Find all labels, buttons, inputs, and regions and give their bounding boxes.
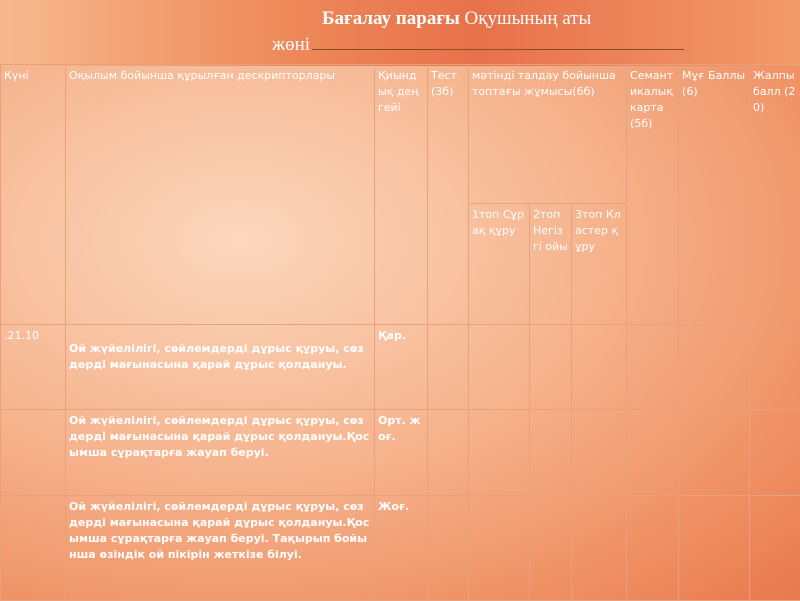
empty-cell[interactable] — [572, 496, 627, 601]
empty-cell[interactable] — [428, 410, 469, 496]
empty-cell[interactable] — [530, 410, 572, 496]
title-bold: Бағалау парағы — [322, 8, 460, 29]
empty-cell[interactable] — [750, 325, 800, 410]
empty-cell[interactable] — [750, 410, 800, 496]
empty-cell[interactable] — [679, 496, 750, 601]
empty-cell[interactable] — [679, 325, 750, 410]
header-teacher-score: Мұғ Баллы (6) — [679, 65, 750, 325]
header-difficulty: Қиындық деңгейі — [375, 65, 428, 325]
empty-cell[interactable] — [428, 325, 469, 410]
empty-cell[interactable] — [750, 496, 800, 601]
empty-cell[interactable] — [469, 325, 530, 410]
row-level: Орт. жоғ. — [375, 410, 428, 496]
title-line2: жөні — [272, 34, 310, 55]
row-descriptor: Ой жүйелілігі, сөйлемдерді дұрыс құруы, сөздерді мағынасына қарай дұрыс қолдануы.Қосымша сұрақтарға жауап беруі. Тақырып бойынша өзіндік ой пікірін жеткізе білуі. — [66, 496, 375, 601]
title-normal: Оқушының аты — [460, 8, 591, 29]
empty-cell[interactable] — [428, 496, 469, 601]
row-date — [1, 496, 66, 601]
header-total: Жалпы балл (20) — [750, 65, 800, 325]
row-level: Қар. — [375, 325, 428, 410]
empty-cell[interactable] — [627, 410, 679, 496]
empty-cell[interactable] — [530, 325, 572, 410]
assessment-table — [0, 64, 800, 601]
row-level: Жоғ. — [375, 496, 428, 601]
header-group-work: мәтінді талдау бойынша топтағы жұмысы(6б) — [469, 65, 627, 204]
header-semantic-map: Семантикалық карта (5б) — [627, 65, 679, 325]
header-descriptors: Оқылым бойынша құрылған дескрипторлары — [66, 65, 375, 325]
table-row — [1, 325, 800, 410]
header-row — [1, 65, 800, 204]
row-date: .21.10 — [1, 325, 66, 410]
header-test: Тест (3б) — [428, 65, 469, 325]
empty-cell[interactable] — [530, 496, 572, 601]
empty-cell[interactable] — [572, 325, 627, 410]
header-group2: 2топ Негізгі ойы — [530, 204, 572, 325]
row-descriptor: Ой жүйелілігі, сөйлемдерді дұрыс құруы, сөздерді мағынасына қарай дұрыс қолдануы.Қосымша сұрақтарға жауап беруі. — [66, 410, 375, 496]
table-row — [1, 410, 800, 496]
row-descriptor: Ой жүйелілігі, сөйлемдерді дұрыс құруы, сөздерді мағынасына қарай дұрыс қолдануы. — [66, 325, 375, 410]
header-group1: 1топ Сұрақ құру — [469, 204, 530, 325]
empty-cell[interactable] — [469, 410, 530, 496]
empty-cell[interactable] — [679, 410, 750, 496]
empty-cell[interactable] — [469, 496, 530, 601]
empty-cell[interactable] — [572, 410, 627, 496]
name-blank-line — [312, 32, 684, 50]
header-date: Күні — [1, 65, 66, 325]
row-date — [1, 410, 66, 496]
empty-cell[interactable] — [627, 496, 679, 601]
header-group3: 3топ Кластер құру — [572, 204, 627, 325]
empty-cell[interactable] — [627, 325, 679, 410]
table-row — [1, 496, 800, 601]
